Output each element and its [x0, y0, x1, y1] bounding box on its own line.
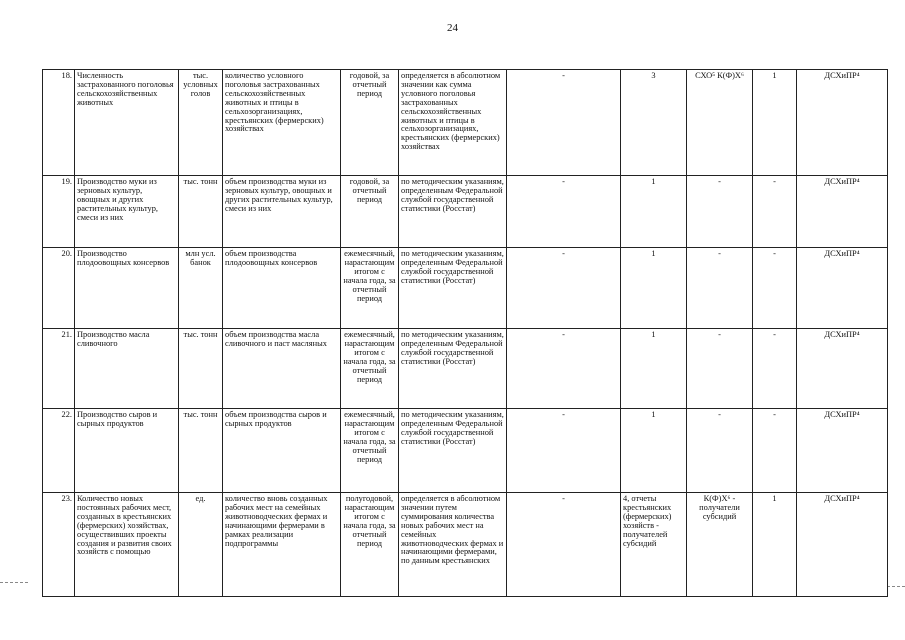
- source-cell: 1: [621, 409, 687, 493]
- source-cell: 1: [621, 329, 687, 409]
- definition-cell: объем производства масла сливочного и паст масляных: [223, 329, 341, 409]
- table-row: [43, 176, 888, 248]
- definition-cell: объем производства сыров и сырных продуктов: [223, 409, 341, 493]
- object-cell: -: [687, 248, 753, 329]
- coverage-cell: -: [753, 248, 797, 329]
- unit-cell: тыс. тонн: [179, 329, 223, 409]
- responsible-cell: ДСХиПР⁴: [797, 176, 888, 248]
- row-number: 21.: [43, 329, 75, 409]
- indicator-name: Численность застрахованного поголовья сельскохозяйственных животных: [75, 70, 179, 176]
- source-cell: 4, отчеты крестьянских (фермерских) хозяйств - получателей субсидий: [621, 493, 687, 597]
- responsible-cell: ДСХиПР⁴: [797, 329, 888, 409]
- indicator-name: Производство плодоовощных консервов: [75, 248, 179, 329]
- base-value-cell: -: [507, 329, 621, 409]
- definition-cell: количество вновь созданных рабочих мест на семейных животноводческих фермах и начинающими фермерами в рамках реализации подпрограммы: [223, 493, 341, 597]
- unit-cell: тыс. тонн: [179, 176, 223, 248]
- source-cell: 1: [621, 248, 687, 329]
- unit-cell: ед.: [179, 493, 223, 597]
- coverage-cell: 1: [753, 70, 797, 176]
- coverage-cell: -: [753, 176, 797, 248]
- row-number: 18.: [43, 70, 75, 176]
- row-number: 20.: [43, 248, 75, 329]
- row-number: 19.: [43, 176, 75, 248]
- object-cell: -: [687, 176, 753, 248]
- base-value-cell: -: [507, 70, 621, 176]
- period-cell: ежемесячный, нарастающим итогом с начала года, за отчетный период: [341, 248, 399, 329]
- table-row: [43, 248, 888, 329]
- period-cell: годовой, за отчетный период: [341, 176, 399, 248]
- coverage-cell: 1: [753, 493, 797, 597]
- period-cell: годовой, за отчетный период: [341, 70, 399, 176]
- table-row: [43, 493, 888, 597]
- table-row: [43, 70, 888, 176]
- responsible-cell: ДСХиПР⁴: [797, 70, 888, 176]
- method-cell: по методическим указаниям, определенным Федеральной службой государственной статистики (Росстат): [399, 329, 507, 409]
- definition-cell: количество условного поголовья застрахованных сельскохозяйственных животных и птицы в сельхозорганизациях, крестьянских (фермерских) хозяйствах: [223, 70, 341, 176]
- indicator-name: Производство муки из зерновых культур, овощных и других растительных культур, смеси из них: [75, 176, 179, 248]
- object-cell: К(Ф)Х⁶ - получатели субсидий: [687, 493, 753, 597]
- table-row: [43, 409, 888, 493]
- source-cell: 1: [621, 176, 687, 248]
- coverage-cell: -: [753, 329, 797, 409]
- definition-cell: объем производства муки из зерновых культур, овощных и других растительных культур, смеси из них: [223, 176, 341, 248]
- period-cell: полугодовой, нарастающим итогом с начала года, за отчетный период: [341, 493, 399, 597]
- period-cell: ежемесячный, нарастающим итогом с начала года, за отчетный период: [341, 329, 399, 409]
- row-number: 23.: [43, 493, 75, 597]
- definition-cell: объем производства плодоовощных консервов: [223, 248, 341, 329]
- indicator-name: Количество новых постоянных рабочих мест, созданных в крестьянских (фермерских) хозяйствах, осуществивших проекты создания и развития своих хозяйств с помощью: [75, 493, 179, 597]
- object-cell: СХО⁵ К(Ф)Х⁶: [687, 70, 753, 176]
- unit-cell: тыс. тонн: [179, 409, 223, 493]
- unit-cell: млн усл. банок: [179, 248, 223, 329]
- responsible-cell: ДСХиПР⁴: [797, 409, 888, 493]
- responsible-cell: ДСХиПР⁴: [797, 248, 888, 329]
- object-cell: -: [687, 329, 753, 409]
- source-cell: 3: [621, 70, 687, 176]
- method-cell: по методическим указаниям, определенным Федеральной службой государственной статистики (Росстат): [399, 409, 507, 493]
- method-cell: определяется в абсолютном значении путем суммирования количества новых рабочих мест на семейных животноводческих фермах и начинающими фермерами, по данным крестьянских: [399, 493, 507, 597]
- method-cell: по методическим указаниям, определенным Федеральной службой государственной статистики (Росстат): [399, 176, 507, 248]
- method-cell: определяется в абсолютном значении как сумма условного поголовья застрахованных сельскохозяйственных животных и птицы в сельхозорганизациях, крестьянских (фермерских) хозяйствах: [399, 70, 507, 176]
- method-cell: по методическим указаниям, определенным Федеральной службой государственной статистики (Росстат): [399, 248, 507, 329]
- indicator-name: Производство масла сливочного: [75, 329, 179, 409]
- base-value-cell: -: [507, 409, 621, 493]
- table-row: [43, 329, 888, 409]
- base-value-cell: -: [507, 176, 621, 248]
- indicators-table: [42, 69, 888, 597]
- responsible-cell: ДСХиПР⁴: [797, 493, 888, 597]
- object-cell: -: [687, 409, 753, 493]
- base-value-cell: -: [507, 493, 621, 597]
- base-value-cell: -: [507, 248, 621, 329]
- scan-edge-right: [887, 586, 905, 587]
- page-number: 24: [447, 22, 458, 34]
- indicator-name: Производство сыров и сырных продуктов: [75, 409, 179, 493]
- scan-edge-left: [0, 582, 28, 583]
- row-number: 22.: [43, 409, 75, 493]
- coverage-cell: -: [753, 409, 797, 493]
- period-cell: ежемесячный, нарастающим итогом с начала года, за отчетный период: [341, 409, 399, 493]
- unit-cell: тыс. условных голов: [179, 70, 223, 176]
